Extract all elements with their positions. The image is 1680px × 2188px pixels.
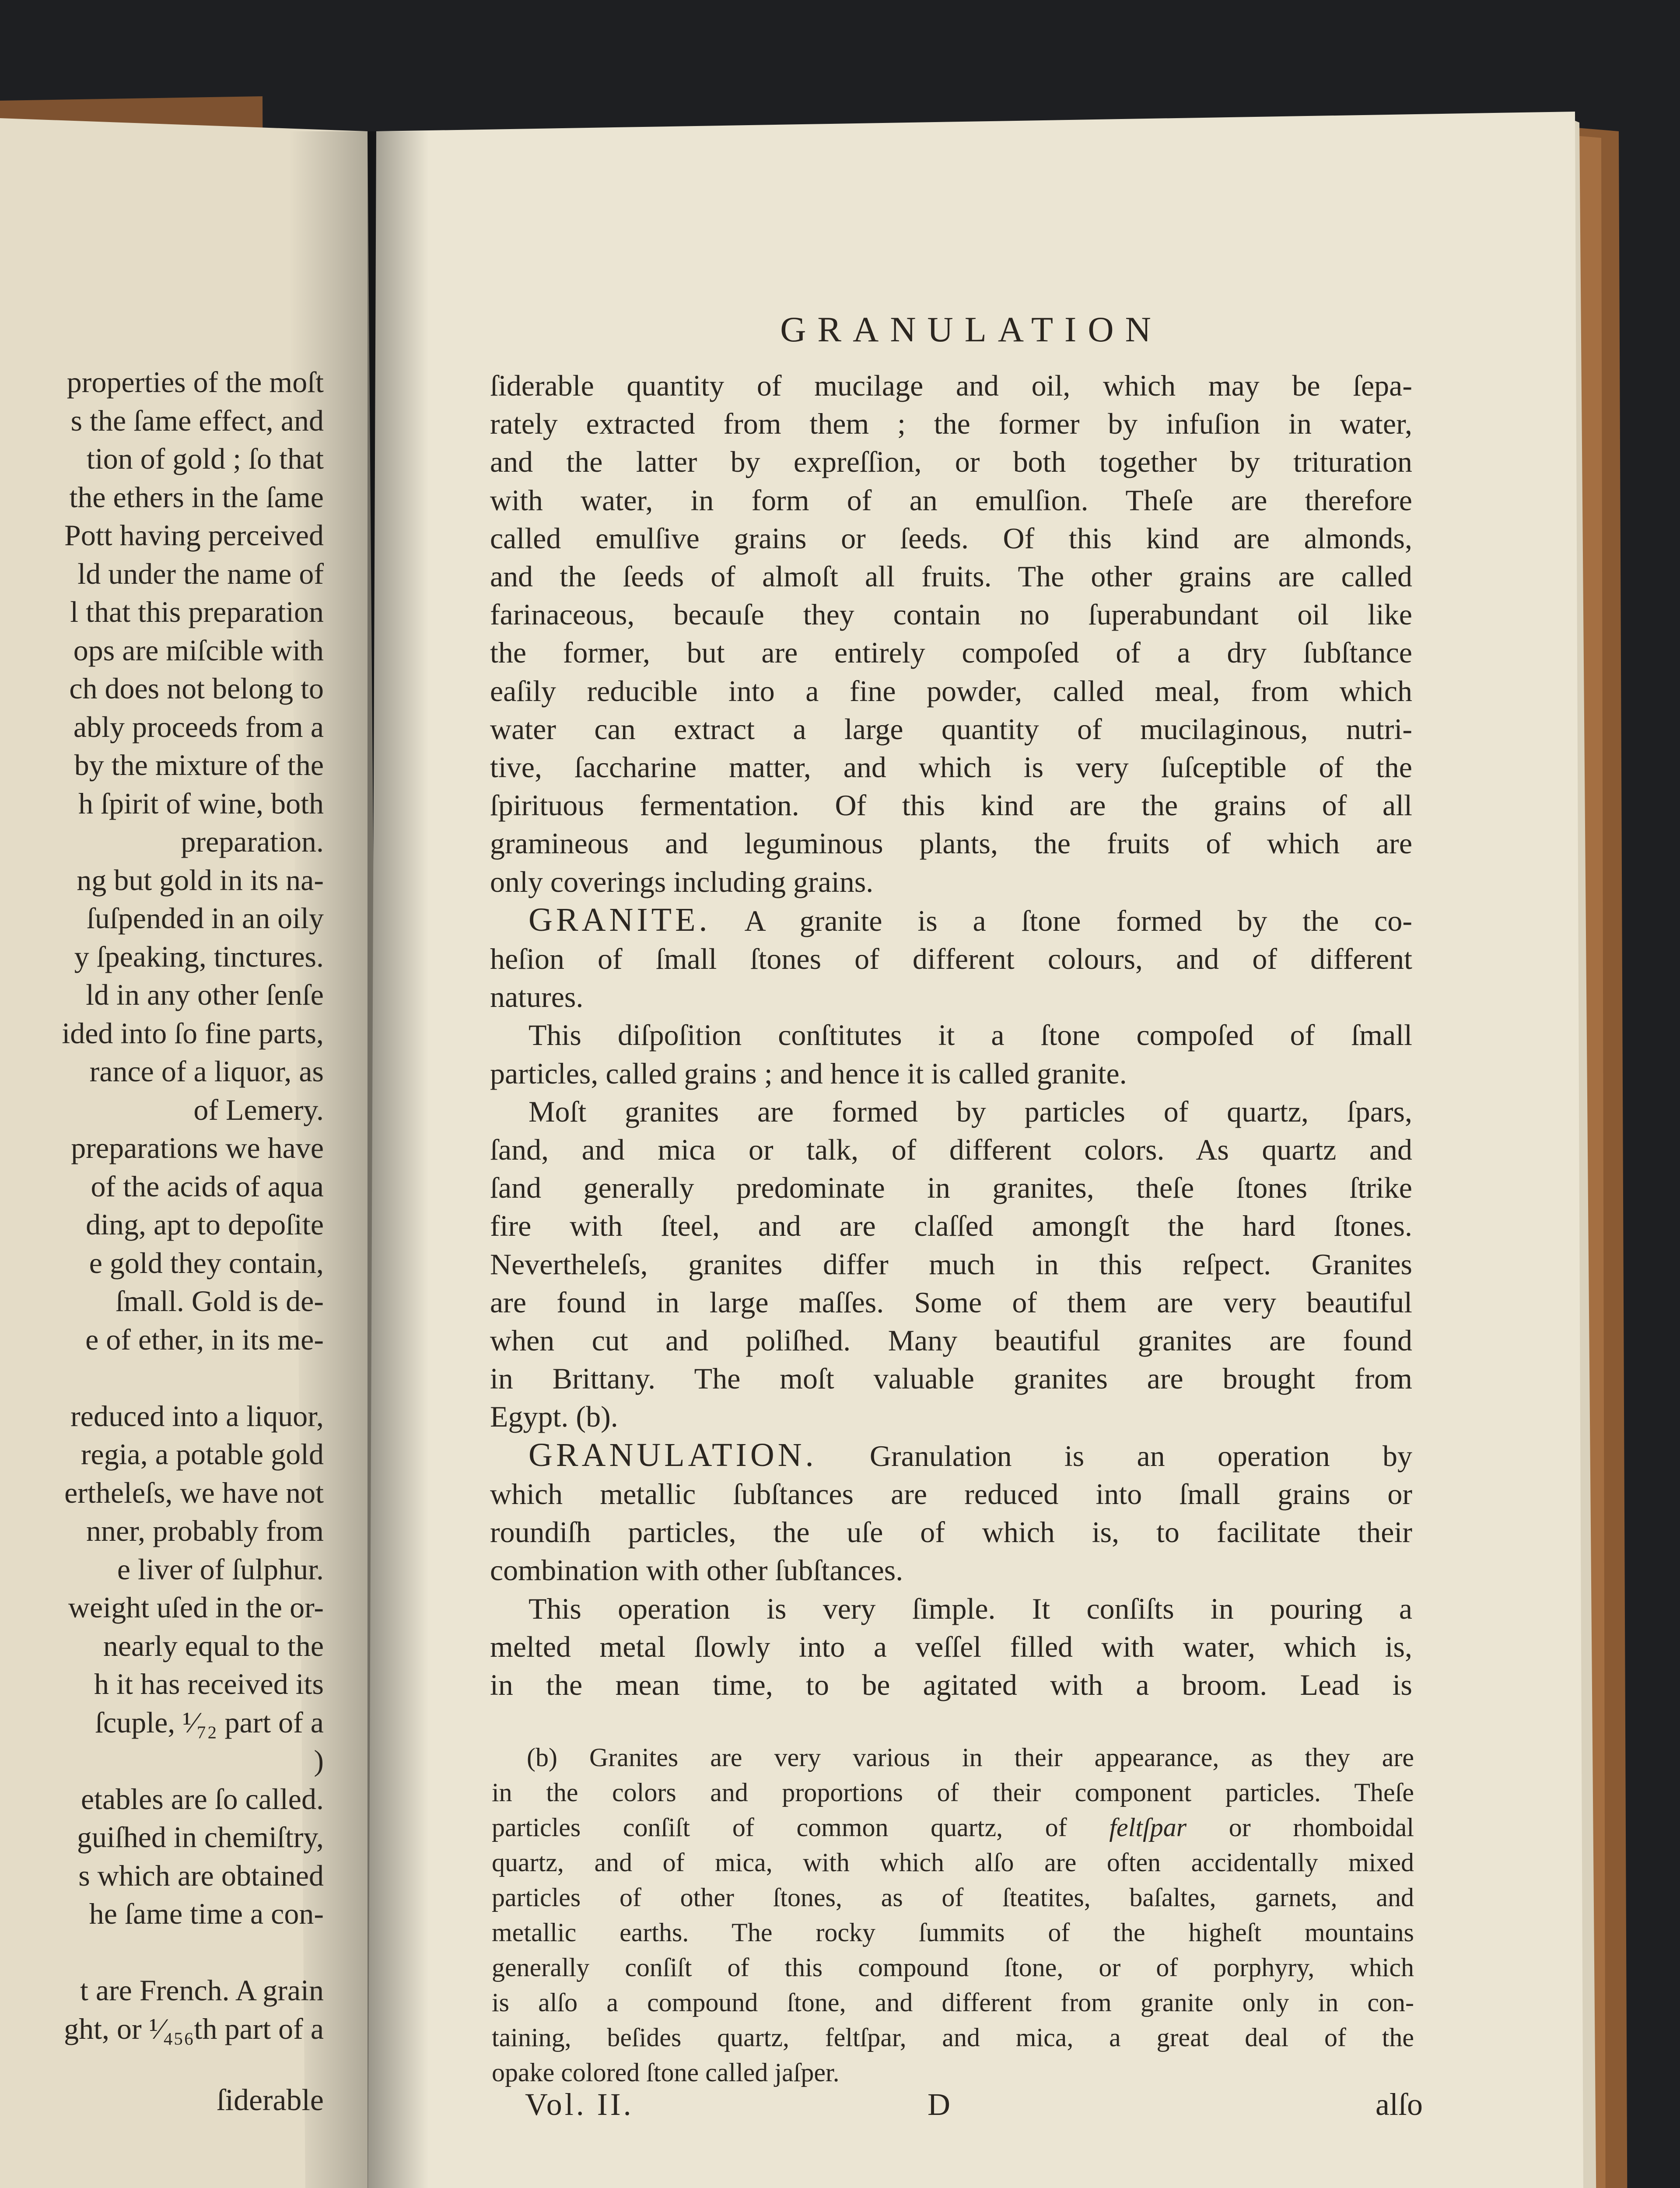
text-line: heſion of ſmall ſtones of different colours, and of different bbox=[490, 942, 1412, 976]
left-text-line: l that this preparation bbox=[70, 595, 324, 628]
paragraph-operation bbox=[490, 1590, 1412, 1704]
text-line: in Brittany. The moſt valuable granites are brought from bbox=[490, 1362, 1412, 1396]
left-text-line: properties of the moſt bbox=[66, 365, 324, 399]
left-text-line: ld in any other ſenſe bbox=[86, 978, 324, 1011]
left-text-line: t are French. A grain bbox=[80, 1974, 324, 2007]
text-line: natures. bbox=[490, 980, 584, 1014]
text-line: farinaceous, becauſe they contain no ſuperabundant oil like bbox=[490, 598, 1412, 631]
text-line: Moſt granites are formed by particles of quartz, ſpars, bbox=[528, 1094, 1412, 1128]
footnote-text: or rhomboidal bbox=[1186, 1813, 1414, 1842]
left-text-line: s the ſame effect, and bbox=[70, 403, 324, 437]
left-text-line: reduced into a liquor, bbox=[70, 1399, 324, 1433]
left-text-line bbox=[0, 1359, 324, 1397]
footnote-line: particles of other ſtones, as of ſteatites, baſaltes, garnets, and bbox=[492, 1883, 1414, 1912]
footnote-line bbox=[492, 1810, 1414, 1845]
footnote-text: particles conſiſt of common quartz, of bbox=[492, 1813, 1110, 1842]
text-line: when cut and poliſhed. Many beautiful granites are found bbox=[490, 1324, 1412, 1357]
text-line: only coverings including grains. bbox=[490, 865, 874, 898]
left-text-line: ch does not belong to bbox=[69, 672, 324, 705]
text-line: melted metal ſlowly into a veſſel filled with water, which is, bbox=[490, 1630, 1412, 1663]
entry-text: A granite is a ſtone formed by the co- bbox=[710, 904, 1412, 937]
left-text-line: preparations we have bbox=[71, 1131, 324, 1164]
left-text-line: he ſame time a con- bbox=[89, 1897, 324, 1930]
text-line: and the ſeeds of almoſt all fruits. The other grains are called bbox=[490, 560, 1412, 593]
text-line: roundiſh particles, the uſe of which is, to facilitate their bbox=[490, 1515, 1412, 1549]
left-text-line bbox=[0, 1933, 324, 1972]
left-text-line: ided into ſo fine parts, bbox=[62, 1016, 324, 1050]
text-line: ſand, and mica or talk, of different colors. As quartz and bbox=[490, 1133, 1412, 1167]
text-line: rately extracted from them ; the former by infuſion in water, bbox=[490, 407, 1412, 441]
text-line: particles, called grains ; and hence it is called granite. bbox=[490, 1056, 1127, 1090]
entry-heading-granite: GRANITE. bbox=[528, 901, 711, 938]
footnote-line: is alſo a compound ſtone, and different from granite only in con- bbox=[492, 1988, 1414, 2017]
footnote-line: in the colors and proportions of their component particles. Theſe bbox=[492, 1778, 1414, 1807]
left-text-line: ertheleſs, we have not bbox=[64, 1476, 324, 1509]
text-line: water can extract a large quantity of mucilaginous, nutri- bbox=[490, 712, 1412, 746]
page-footer bbox=[525, 2086, 1423, 2130]
text-line: combination with other ſubſtances. bbox=[490, 1553, 903, 1587]
text-line: called emulſive grains or ſeeds. Of this kind are almonds, bbox=[490, 521, 1412, 555]
footnote-line: quartz, and of mica, with which alſo are often accidentally mixed bbox=[492, 1848, 1414, 1877]
text-line: which metallic ſubſtances are reduced into ſmall grains or bbox=[490, 1477, 1412, 1511]
left-text-line: h ſpirit of wine, both bbox=[78, 786, 324, 820]
paragraph-grains bbox=[490, 367, 1412, 901]
left-text-line: ſcuple, ¹⁄₇₂ part of a bbox=[95, 1705, 324, 1739]
left-text-line: preparation. bbox=[181, 825, 324, 858]
text-line: the former, but are entirely compoſed of a dry ſubſtance bbox=[490, 636, 1412, 670]
left-text-line: etables are ſo called. bbox=[80, 1782, 324, 1816]
left-text-line: of the acids of aqua bbox=[91, 1169, 324, 1203]
volume-number: Vol. II. bbox=[525, 2087, 634, 2122]
text-line bbox=[490, 1436, 1412, 1475]
text-line: are found in large maſſes. Some of them are very beautiful bbox=[490, 1285, 1412, 1319]
text-line: gramineous and leguminous plants, the fruits of which are bbox=[490, 827, 1412, 860]
left-text-line: tion of gold ; ſo that bbox=[86, 442, 324, 475]
paragraph-most-granites bbox=[490, 1093, 1412, 1436]
footnote-line: generally conſiſt of this compound ſtone, or of porphyry, which bbox=[492, 1953, 1414, 1982]
catchword: alſo bbox=[1376, 2087, 1423, 2122]
text-line: ſiderable quantity of mucilage and oil, which may be ſepa- bbox=[490, 369, 1412, 402]
left-text-line: e liver of ſulphur. bbox=[117, 1552, 324, 1586]
left-text-line: s which are obtained bbox=[78, 1858, 324, 1892]
left-page-text bbox=[0, 363, 324, 2048]
left-catchword: ſiderable bbox=[217, 2083, 324, 2117]
left-text-line: by the mixture of the bbox=[74, 748, 324, 782]
entry-text: Granulation is an operation by bbox=[817, 1439, 1412, 1473]
left-text-line: the ethers in the ſame bbox=[69, 480, 324, 514]
paragraph-granulation bbox=[490, 1436, 1412, 1590]
left-text-line: nner, probably from bbox=[86, 1514, 324, 1547]
text-line: This operation is very ſimple. It conſiſts in pouring a bbox=[528, 1592, 1412, 1625]
left-text-line: of Lemery. bbox=[193, 1093, 324, 1126]
footnote-line: opake colored ſtone called jaſper. bbox=[492, 2058, 840, 2087]
text-line: Egypt. (b). bbox=[490, 1400, 618, 1434]
left-text-line: ably proceeds from a bbox=[73, 710, 324, 743]
footnote-line: (b) Granites are very various in their appearance, as they are bbox=[527, 1743, 1414, 1772]
left-text-line: rance of a liquor, as bbox=[89, 1055, 324, 1088]
left-text-line: ops are miſcible with bbox=[73, 633, 324, 667]
left-text-line: Pott having perceived bbox=[64, 519, 324, 552]
text-line: tive, ſaccharine matter, and which is very ſuſceptible of the bbox=[490, 750, 1412, 784]
left-text-line: weight uſed in the or- bbox=[68, 1591, 324, 1624]
text-line: with water, in form of an emulſion. Theſe are therefore bbox=[490, 483, 1412, 517]
left-text-line: regia, a potable gold bbox=[80, 1438, 324, 1471]
footnote-line: taining, beſides quartz, feltſpar, and mica, a great deal of the bbox=[492, 2023, 1414, 2052]
left-text-line: ) bbox=[314, 1744, 324, 1777]
running-head: GRANULATION bbox=[780, 309, 1162, 349]
left-text-line: e of ether, in its me- bbox=[85, 1322, 324, 1356]
left-text-line: ght, or ¹⁄₄₅₆th part of a bbox=[64, 2012, 324, 2045]
footnote-italic-term: feltſpar bbox=[1109, 1813, 1187, 1842]
left-text-line: ſmall. Gold is de- bbox=[116, 1284, 324, 1318]
text-line: and the latter by expreſſion, or both together by trituration bbox=[490, 445, 1412, 479]
text-line: in the mean time, to be agitated with a broom. Lead is bbox=[490, 1668, 1412, 1701]
paragraph-disposition bbox=[490, 1016, 1412, 1092]
text-line: Nevertheleſs, granites differ much in this reſpect. Granites bbox=[490, 1247, 1412, 1281]
left-text-line: y ſpeaking, tinctures. bbox=[74, 940, 324, 973]
text-line: eaſily reducible into a fine powder, called meal, from which bbox=[490, 674, 1412, 708]
text-line: fire with ſteel, and are claſſed amongſt the hard ſtones. bbox=[490, 1209, 1412, 1243]
text-line: ſpirituous fermentation. Of this kind are the grains of all bbox=[490, 789, 1412, 822]
left-text-line: guiſhed in chemiſtry, bbox=[77, 1820, 324, 1854]
body-text bbox=[490, 367, 1412, 1704]
gutter-shadow bbox=[368, 131, 429, 2188]
footnote bbox=[492, 1740, 1414, 2090]
footnote-line: metallic earths. The rocky ſummits of the higheſt mountains bbox=[492, 1918, 1414, 1947]
text-line bbox=[490, 901, 1412, 940]
left-text-line: h it has received its bbox=[94, 1667, 324, 1701]
left-text-line: ſuſpended in an oily bbox=[86, 901, 324, 935]
paragraph-granite bbox=[490, 901, 1412, 1017]
left-text-line: ld under the name of bbox=[77, 557, 324, 590]
left-text-line: nearly equal to the bbox=[103, 1629, 324, 1662]
left-text-line: ding, apt to depoſite bbox=[86, 1208, 324, 1241]
text-line: This diſpoſition conſtitutes it a ſtone compoſed of ſmall bbox=[528, 1018, 1412, 1052]
left-text-line: ng but gold in its na- bbox=[77, 863, 324, 897]
signature-mark: D bbox=[928, 2087, 950, 2122]
entry-heading-granulation: GRANULATION. bbox=[528, 1436, 817, 1473]
text-line: ſand generally predominate in granites, theſe ſtones ſtrike bbox=[490, 1171, 1412, 1205]
left-text-line: e gold they contain, bbox=[89, 1246, 324, 1280]
